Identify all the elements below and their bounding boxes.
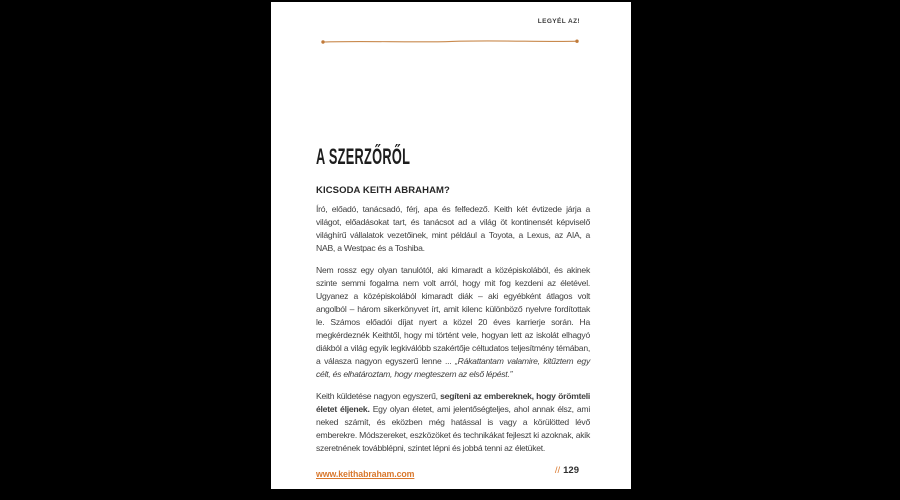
website-link[interactable]: www.keithabraham.com bbox=[316, 469, 415, 479]
text-segment: Nem rossz egy olyan tanulótól, aki kimaradt a középiskolából, és akinek szinte semmi fogalma nem volt arról, hogy mit fog kezdeni az életével. Ugyanez a középiskolából kimaradt diák – aki egyébként átlagos volt angolból – három sikerkönyvet írt, amit kilenc különböző nyelvre fordítottak le. Számos előadói díjat nyert a közel 20 éves karrierje során. Ha megkérdeznék Keithtől, hogy mi történt vele, hogyan lett az iskolát elhagyó diákból a világ egyik legkiválóbb szakértője céltudatos teljesítmény témában, a válasza nagyon egyszerű lenne ... bbox=[316, 265, 590, 366]
page-number bbox=[555, 465, 579, 476]
book-page bbox=[271, 2, 631, 489]
text-segment: Egy olyan életet, ami jelentőségteljes, ahol annak élsz, ami neked számít, és eközben még hatással is vagy a körülötted lévő emberekre. Módszereket, eszközöket és technikákat fejleszt ki azoknak, akik szeretnének továbblépni, szintet lépni és jobbá tenni az életüket. bbox=[316, 404, 590, 453]
running-header: LEGYÉL AZ! bbox=[537, 18, 580, 25]
page-number-value: 129 bbox=[563, 465, 579, 476]
text-segment: Keith küldetése nagyon egyszerű, bbox=[316, 391, 441, 401]
page-number-prefix: // bbox=[554, 465, 561, 476]
paragraph bbox=[316, 203, 590, 255]
section-subtitle: KICSODA KEITH ABRAHAM? bbox=[316, 185, 450, 196]
hand-drawn-rule-icon bbox=[320, 38, 580, 45]
ornamental-divider bbox=[320, 32, 580, 39]
text-segment: Író, előadó, tanácsadó, férj, apa és felfedező. Keith két évtizede járja a világot, előadásokat tart, és tanácsot ad a világ öt kontinensét képviselő világhírű vállalatok vezetőinek, mint például a Toyota, a Lexus, az AIA, a NAB, a Westpac és a Toshiba. bbox=[316, 204, 590, 253]
body-paragraphs bbox=[316, 203, 590, 455]
page-content bbox=[316, 145, 590, 482]
text-segment: segíteni az embereknek, hogy örömteli életet éljenek. bbox=[316, 391, 590, 414]
paragraph bbox=[316, 390, 590, 455]
text-segment: „Rákattantam valamire, kitűztem egy célt, és elhatároztam, hogy megteszem az első lépést.” bbox=[316, 356, 591, 379]
page-title: A SZERZŐRŐL bbox=[316, 144, 411, 169]
paragraph bbox=[316, 264, 590, 381]
